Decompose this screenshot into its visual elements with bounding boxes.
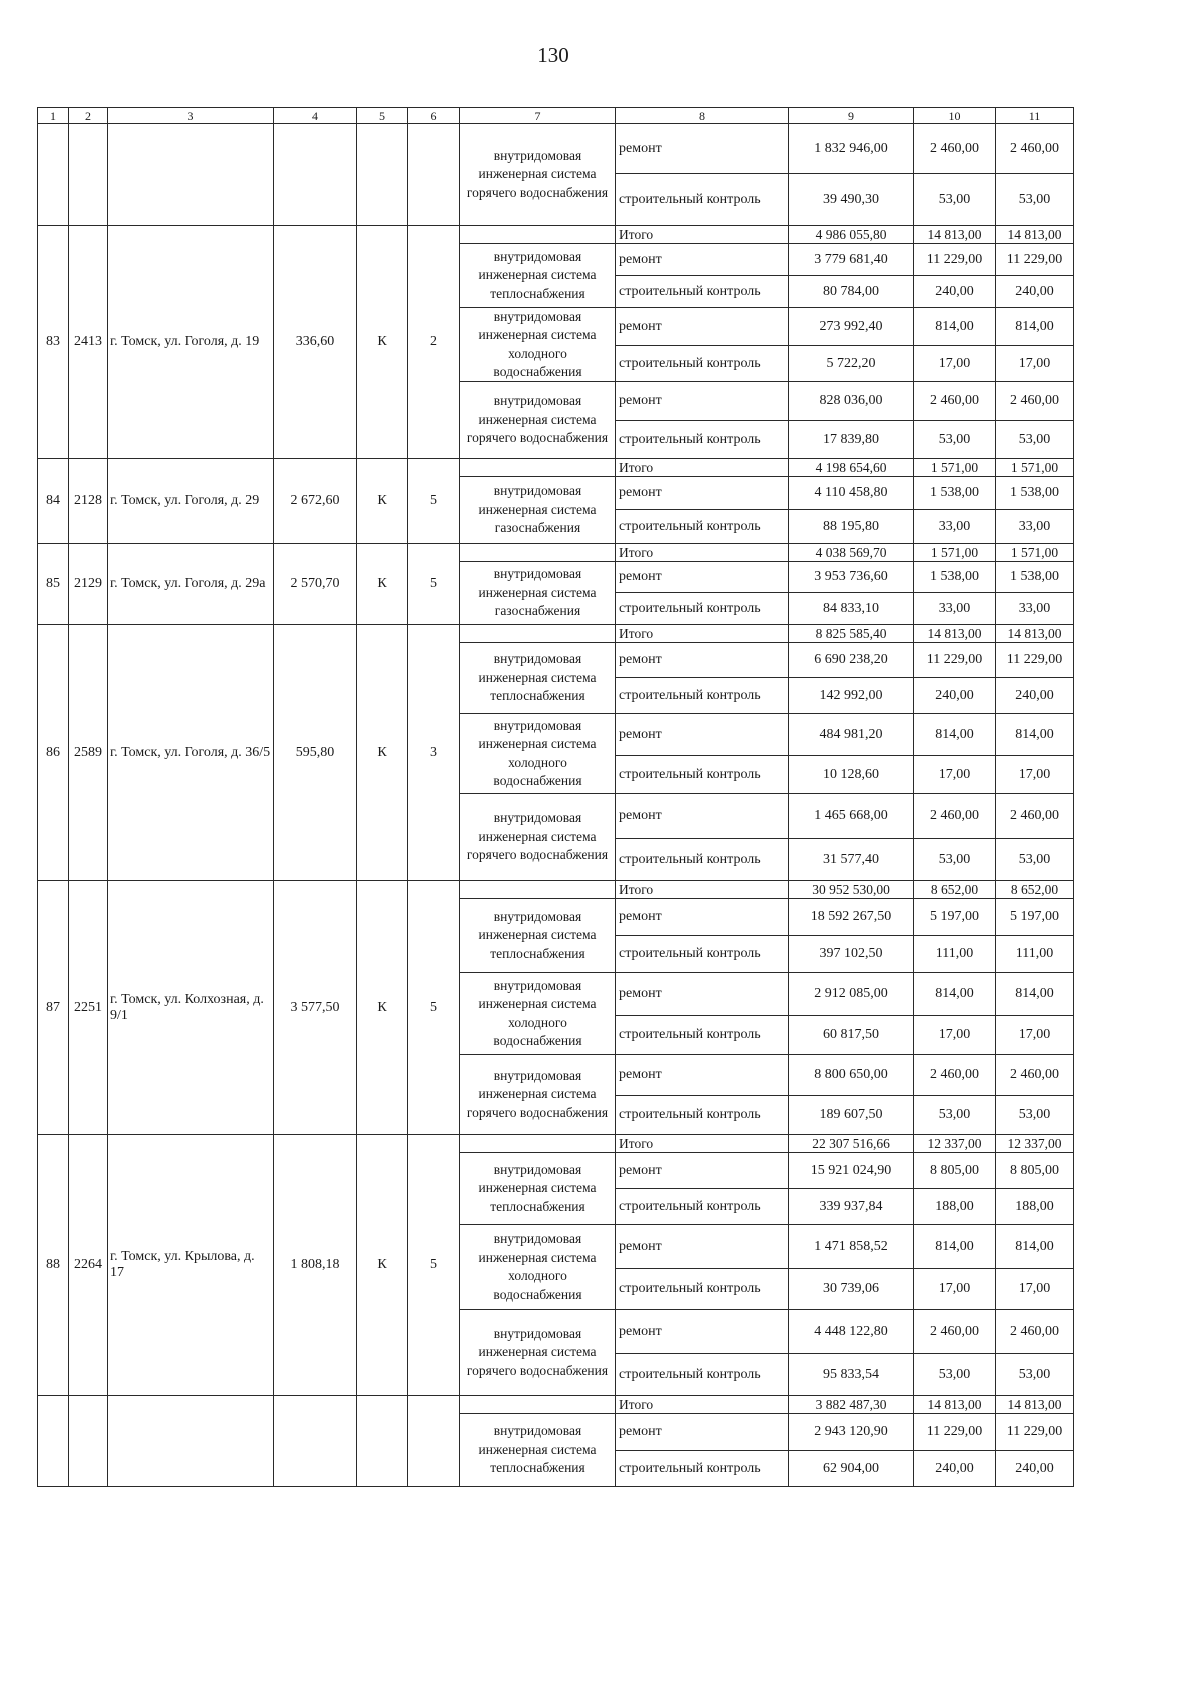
value-col10: 814,00 [913,713,996,756]
value-col10: 1 538,00 [913,476,996,510]
work-type: строительный контроль [615,838,789,881]
value-col11: 11 229,00 [995,243,1074,276]
value-col9: 88 195,80 [788,509,914,544]
value-col11: 53,00 [995,838,1074,881]
value-col10: 188,00 [913,1188,996,1225]
work-type: строительный контроль [615,275,789,308]
work-type: ремонт [615,1152,789,1189]
value-col10: 240,00 [913,677,996,714]
value-col9: 1 832 946,00 [788,123,914,174]
work-type: строительный контроль [615,509,789,544]
column-header: 10 [913,107,996,124]
work-type: ремонт [615,243,789,276]
column-header: 9 [788,107,914,124]
work-type: ремонт [615,307,789,346]
value-col9: 62 904,00 [788,1450,914,1487]
value-col10: 53,00 [913,420,996,459]
total-label: Итого [615,1395,789,1414]
value-col11: 8 805,00 [995,1152,1074,1189]
system-name: внутридомовая инженерная система теплоснабжения [459,642,616,714]
value-col11: 17,00 [995,755,1074,794]
value-col9: 4 448 122,80 [788,1309,914,1354]
work-type: строительный контроль [615,935,789,973]
column-header: 3 [107,107,274,124]
value-col10: 17,00 [913,1268,996,1310]
total-system-blank [459,1134,616,1153]
record-type [356,1395,408,1487]
work-type: ремонт [615,123,789,174]
value-col11: 33,00 [995,592,1074,625]
value-col10: 814,00 [913,307,996,346]
work-type: строительный контроль [615,755,789,794]
total-label: Итого [615,543,789,562]
record-number: 87 [37,880,69,1135]
value-col11: 2 460,00 [995,381,1074,421]
work-type: ремонт [615,381,789,421]
record-type: К [356,880,408,1135]
work-type: ремонт [615,476,789,510]
value-col11: 188,00 [995,1188,1074,1225]
total-col9: 8 825 585,40 [788,624,914,643]
system-name: внутридомовая инженерная система горячего водоснабжения [459,123,616,226]
value-col11: 814,00 [995,713,1074,756]
record-code: 2413 [68,225,108,459]
record-address: г. Томск, ул. Крылова, д. 17 [107,1134,274,1396]
value-col9: 80 784,00 [788,275,914,308]
record-area: 1 808,18 [273,1134,357,1396]
value-col9: 8 800 650,00 [788,1054,914,1096]
work-type: ремонт [615,713,789,756]
record-address [107,123,274,226]
system-name: внутридомовая инженерная система холодного водоснабжения [459,1224,616,1310]
value-col10: 11 229,00 [913,1413,996,1451]
work-type: строительный контроль [615,592,789,625]
record-floors: 5 [407,458,460,544]
record-address: г. Томск, ул. Гоголя, д. 29а [107,543,274,625]
value-col9: 60 817,50 [788,1015,914,1055]
record-type: К [356,1134,408,1396]
total-col10: 1 571,00 [913,543,996,562]
system-name: внутридомовая инженерная система теплоснабжения [459,1413,616,1487]
value-col9: 2 943 120,90 [788,1413,914,1451]
total-system-blank [459,543,616,562]
value-col9: 3 953 736,60 [788,561,914,593]
total-col10: 1 571,00 [913,458,996,477]
record-address: г. Томск, ул. Колхозная, д. 9/1 [107,880,274,1135]
value-col11: 53,00 [995,173,1074,226]
record-number [37,123,69,226]
value-col9: 10 128,60 [788,755,914,794]
value-col11: 53,00 [995,1095,1074,1135]
system-name: внутридомовая инженерная система теплоснабжения [459,1152,616,1225]
record-code [68,123,108,226]
total-col11: 8 652,00 [995,880,1074,899]
value-col10: 2 460,00 [913,1054,996,1096]
value-col10: 53,00 [913,838,996,881]
value-col9: 17 839,80 [788,420,914,459]
record-number [37,1395,69,1487]
record-address: г. Томск, ул. Гоголя, д. 36/5 [107,624,274,881]
total-label: Итого [615,458,789,477]
page-number: 130 [537,43,569,67]
total-col11: 1 571,00 [995,543,1074,562]
value-col11: 814,00 [995,1224,1074,1269]
value-col10: 814,00 [913,972,996,1016]
value-col10: 33,00 [913,509,996,544]
total-col11: 14 813,00 [995,1395,1074,1414]
total-col9: 30 952 530,00 [788,880,914,899]
work-type: ремонт [615,1054,789,1096]
total-col9: 4 986 055,80 [788,225,914,244]
record-code: 2264 [68,1134,108,1396]
value-col11: 5 197,00 [995,898,1074,936]
value-col11: 2 460,00 [995,1054,1074,1096]
record-area: 336,60 [273,225,357,459]
system-name: внутридомовая инженерная система газоснабжения [459,476,616,544]
total-col9: 4 198 654,60 [788,458,914,477]
value-col10: 8 805,00 [913,1152,996,1189]
value-col10: 53,00 [913,173,996,226]
total-system-blank [459,880,616,899]
record-floors: 3 [407,624,460,881]
value-col10: 33,00 [913,592,996,625]
value-col11: 2 460,00 [995,1309,1074,1354]
system-name: внутридомовая инженерная система газоснабжения [459,561,616,625]
record-floors: 5 [407,543,460,625]
work-type: строительный контроль [615,1095,789,1135]
record-code: 2128 [68,458,108,544]
record-area: 3 577,50 [273,880,357,1135]
total-col11: 14 813,00 [995,225,1074,244]
system-name: внутридомовая инженерная система холодного водоснабжения [459,972,616,1055]
work-type: строительный контроль [615,1353,789,1396]
record-number: 86 [37,624,69,881]
column-header: 4 [273,107,357,124]
total-system-blank [459,1395,616,1414]
value-col11: 2 460,00 [995,123,1074,174]
total-col9: 3 882 487,30 [788,1395,914,1414]
work-type: ремонт [615,793,789,839]
system-name: внутридомовая инженерная система теплоснабжения [459,243,616,308]
value-col9: 95 833,54 [788,1353,914,1396]
record-number: 88 [37,1134,69,1396]
work-type: строительный контроль [615,677,789,714]
value-col9: 189 607,50 [788,1095,914,1135]
work-type: строительный контроль [615,345,789,382]
value-col9: 31 577,40 [788,838,914,881]
work-type: ремонт [615,561,789,593]
record-floors: 5 [407,1134,460,1396]
value-col9: 1 471 858,52 [788,1224,914,1269]
total-label: Итого [615,1134,789,1153]
value-col11: 53,00 [995,420,1074,459]
record-address [107,1395,274,1487]
value-col9: 5 722,20 [788,345,914,382]
column-header: 2 [68,107,108,124]
value-col9: 6 690 238,20 [788,642,914,678]
record-type: К [356,624,408,881]
work-type: строительный контроль [615,1015,789,1055]
column-header: 8 [615,107,789,124]
value-col9: 142 992,00 [788,677,914,714]
work-type: строительный контроль [615,1268,789,1310]
work-type: ремонт [615,1224,789,1269]
total-col11: 1 571,00 [995,458,1074,477]
total-label: Итого [615,624,789,643]
value-col10: 814,00 [913,1224,996,1269]
record-floors: 2 [407,225,460,459]
record-area [273,123,357,226]
value-col10: 2 460,00 [913,123,996,174]
system-name: внутридомовая инженерная система горячего водоснабжения [459,1309,616,1396]
value-col10: 53,00 [913,1353,996,1396]
value-col10: 2 460,00 [913,1309,996,1354]
value-col11: 240,00 [995,275,1074,308]
value-col10: 11 229,00 [913,243,996,276]
work-type: строительный контроль [615,1188,789,1225]
value-col10: 240,00 [913,275,996,308]
record-type: К [356,225,408,459]
column-header: 1 [37,107,69,124]
work-type: ремонт [615,1309,789,1354]
value-col9: 397 102,50 [788,935,914,973]
record-code: 2129 [68,543,108,625]
column-header: 5 [356,107,408,124]
record-area [273,1395,357,1487]
value-col11: 11 229,00 [995,642,1074,678]
value-col11: 2 460,00 [995,793,1074,839]
total-label: Итого [615,225,789,244]
value-col11: 17,00 [995,1015,1074,1055]
record-code [68,1395,108,1487]
total-col11: 14 813,00 [995,624,1074,643]
record-address: г. Томск, ул. Гоголя, д. 29 [107,458,274,544]
value-col11: 814,00 [995,307,1074,346]
value-col9: 3 779 681,40 [788,243,914,276]
work-type: ремонт [615,642,789,678]
value-col11: 53,00 [995,1353,1074,1396]
value-col11: 240,00 [995,1450,1074,1487]
record-floors [407,1395,460,1487]
value-col11: 17,00 [995,1268,1074,1310]
work-type: строительный контроль [615,420,789,459]
value-col11: 814,00 [995,972,1074,1016]
total-label: Итого [615,880,789,899]
total-col9: 22 307 516,66 [788,1134,914,1153]
total-col9: 4 038 569,70 [788,543,914,562]
value-col10: 2 460,00 [913,381,996,421]
value-col9: 18 592 267,50 [788,898,914,936]
record-number: 83 [37,225,69,459]
column-header: 7 [459,107,616,124]
column-header: 6 [407,107,460,124]
record-area: 2 672,60 [273,458,357,544]
value-col9: 828 036,00 [788,381,914,421]
value-col9: 15 921 024,90 [788,1152,914,1189]
record-type: К [356,458,408,544]
record-number: 84 [37,458,69,544]
value-col11: 33,00 [995,509,1074,544]
value-col9: 1 465 668,00 [788,793,914,839]
value-col10: 17,00 [913,755,996,794]
value-col11: 1 538,00 [995,476,1074,510]
value-col10: 2 460,00 [913,793,996,839]
record-type [356,123,408,226]
value-col10: 1 538,00 [913,561,996,593]
value-col9: 4 110 458,80 [788,476,914,510]
value-col9: 2 912 085,00 [788,972,914,1016]
value-col11: 17,00 [995,345,1074,382]
system-name: внутридомовая инженерная система холодного водоснабжения [459,713,616,794]
system-name: внутридомовая инженерная система теплоснабжения [459,898,616,973]
work-type: ремонт [615,898,789,936]
record-area: 2 570,70 [273,543,357,625]
value-col11: 11 229,00 [995,1413,1074,1451]
value-col10: 53,00 [913,1095,996,1135]
value-col10: 240,00 [913,1450,996,1487]
value-col9: 339 937,84 [788,1188,914,1225]
total-col10: 12 337,00 [913,1134,996,1153]
value-col11: 240,00 [995,677,1074,714]
work-type: строительный контроль [615,173,789,226]
total-system-blank [459,225,616,244]
record-code: 2251 [68,880,108,1135]
record-type: К [356,543,408,625]
column-header: 11 [995,107,1074,124]
value-col9: 484 981,20 [788,713,914,756]
record-area: 595,80 [273,624,357,881]
work-type: ремонт [615,1413,789,1451]
value-col9: 273 992,40 [788,307,914,346]
total-col10: 8 652,00 [913,880,996,899]
value-col10: 17,00 [913,345,996,382]
record-address: г. Томск, ул. Гоголя, д. 19 [107,225,274,459]
total-system-blank [459,458,616,477]
value-col11: 111,00 [995,935,1074,973]
system-name: внутридомовая инженерная система горячего водоснабжения [459,793,616,881]
value-col10: 17,00 [913,1015,996,1055]
value-col10: 11 229,00 [913,642,996,678]
total-col10: 14 813,00 [913,225,996,244]
system-name: внутридомовая инженерная система горячего водоснабжения [459,381,616,459]
record-floors: 5 [407,880,460,1135]
record-floors [407,123,460,226]
total-col10: 14 813,00 [913,1395,996,1414]
value-col9: 30 739,06 [788,1268,914,1310]
system-name: внутридомовая инженерная система холодного водоснабжения [459,307,616,382]
value-col10: 5 197,00 [913,898,996,936]
record-number: 85 [37,543,69,625]
work-type: строительный контроль [615,1450,789,1487]
work-type: ремонт [615,972,789,1016]
value-col10: 111,00 [913,935,996,973]
value-col9: 84 833,10 [788,592,914,625]
total-col10: 14 813,00 [913,624,996,643]
value-col9: 39 490,30 [788,173,914,226]
system-name: внутридомовая инженерная система горячего водоснабжения [459,1054,616,1135]
total-system-blank [459,624,616,643]
record-code: 2589 [68,624,108,881]
value-col11: 1 538,00 [995,561,1074,593]
total-col11: 12 337,00 [995,1134,1074,1153]
